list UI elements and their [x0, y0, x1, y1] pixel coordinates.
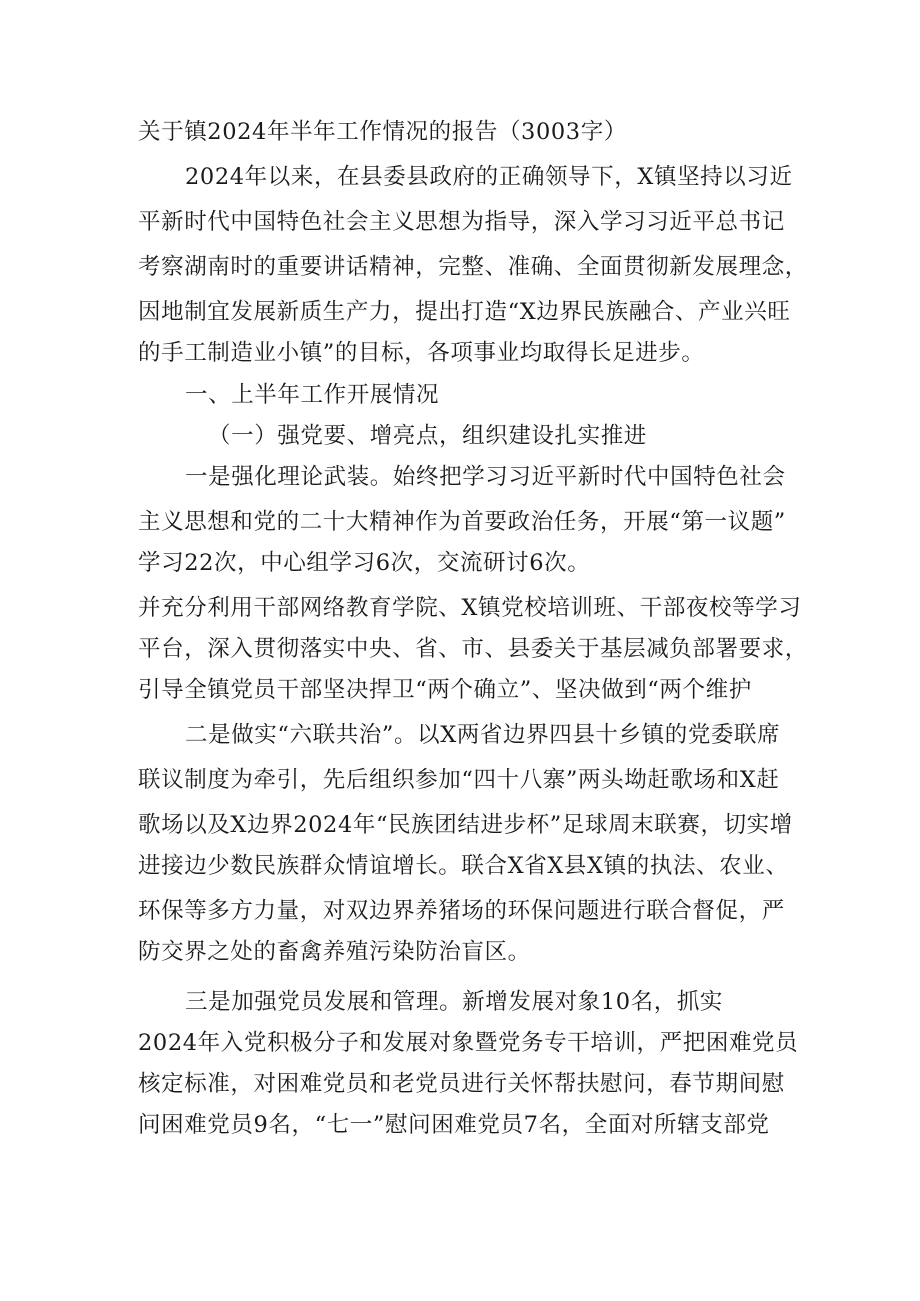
subsection-heading: （一）强党要、增亮点，组织建设扎实推进	[208, 423, 647, 449]
paragraph-line: 歌场以及X边界2024年“民族团结进步杯”足球周末联赛，切实增	[138, 812, 793, 838]
paragraph-line: 平台，深入贯彻落实中央、省、市、县委关于基层减负部署要求，	[138, 636, 808, 662]
paragraph-line: 的手工制造业小镇”的目标，各项事业均取得长足进步。	[138, 340, 705, 366]
paragraph-line: 联议制度为牵引，先后组织参加“四十八寨”两头坳赶歌场和X赶	[138, 767, 780, 793]
paragraph-line: 2024年入党积极分子和发展对象暨党务专干培训，严把困难党员	[138, 1030, 799, 1056]
paragraph-line: 防交界之处的畜禽养殖污染防治盲区。	[138, 939, 531, 965]
paragraph-line: 平新时代中国特色社会主义思想为指导，深入学习习近平总书记	[138, 209, 785, 235]
paragraph-line: 2024年以来，在县委县政府的正确领导下，X镇坚持以习近	[185, 164, 793, 190]
paragraph-line: 核定标准，对困难党员和老党员进行关怀帮扶慰问，春节期间慰	[138, 1071, 785, 1097]
paragraph-line: 主义思想和党的二十大精神作为首要政治任务，开展“第一议题”	[138, 509, 786, 535]
paragraph-line: 学习22次，中心组学习6次，交流研讨6次。	[138, 550, 591, 576]
paragraph-line: 进接边少数民族群众情谊增长。联合X省X县X镇的执法、农业、	[138, 853, 789, 879]
paragraph-line: 问困难党员9名，“七一”慰问困难党员7名，全面对所辖支部党	[138, 1112, 770, 1138]
section-heading: 一、上半年工作开展情况	[185, 382, 440, 408]
paragraph-line: 一是强化理论武装。始终把学习习近平新时代中国特色社会	[185, 464, 786, 490]
paragraph-line: 环保等多方力量，对双边界养猪场的环保问题进行联合督促，严	[138, 898, 785, 924]
paragraph-line: 二是做实“六联共治”。以X两省边界四县十乡镇的党委联席	[185, 722, 781, 748]
paragraph-line: 并充分利用干部网络教育学院、X镇党校培训班、干部夜校等学习	[138, 595, 802, 621]
paragraph-line: 引导全镇党员干部坚决捍卫“两个确立”、坚决做到“两个维护	[138, 677, 752, 703]
document-title: 关于镇2024年半年工作情况的报告（3003字）	[138, 119, 627, 145]
paragraph-line: 因地制宜发展新质生产力，提出打造“X边界民族融合、产业兴旺	[138, 299, 791, 325]
paragraph-line: 三是加强党员发展和管理。新增发展对象10名，抓实	[185, 989, 724, 1015]
paragraph-line: 考察湖南时的重要讲话精神，完整、准确、全面贯彻新发展理念，	[138, 254, 808, 280]
